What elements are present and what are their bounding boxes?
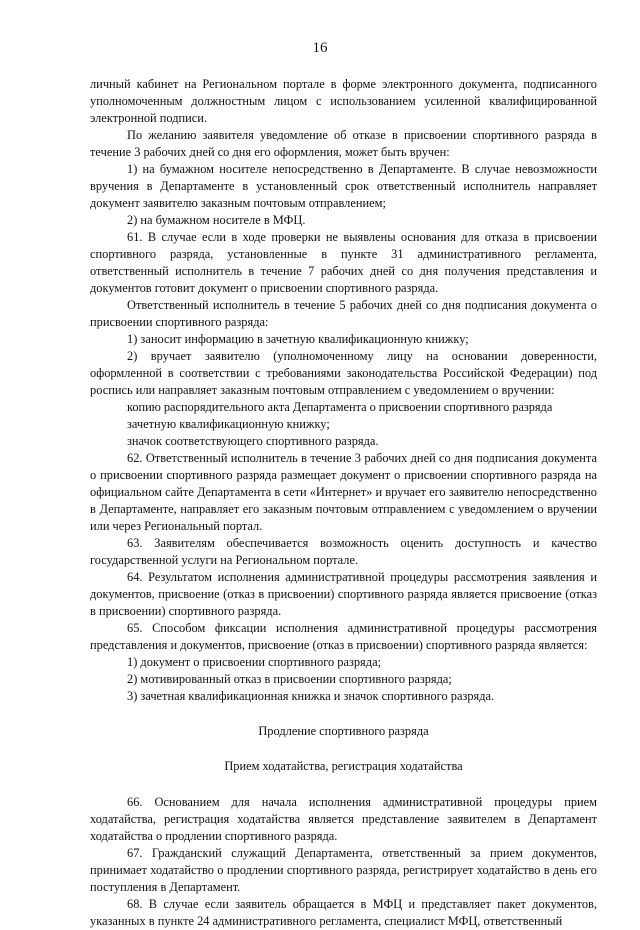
list-item: 3) зачетная квалификационная книжка и значок спортивного разряда. — [127, 689, 495, 703]
paragraph: 62. Ответственный исполнитель в течение 3 рабочих дней со дня подписания документа о присвоении спортивного разряда размещает документ о присвоении спортивного разряда на официальном сайте Департамента в сети «Интернет» и вручает его заявителю непосредственно в Департаменте, направляет его заказным почтовым отправлением с уведомлением о вручении или через Региональный портал. — [90, 451, 597, 533]
list-item: 1) документ о присвоении спортивного разряда; — [127, 655, 382, 669]
paragraph: 66. Основанием для начала исполнения административной процедуры прием ходатайства, регистрация ходатайства является представление заявителем в Департамент ходатайства о продлении спортивного разряда. — [90, 795, 597, 843]
list-item: зачетную квалификационную книжку; — [127, 417, 330, 431]
section-heading: Продление спортивного разряда — [258, 724, 429, 738]
list-item: 2) мотивированный отказ в присвоении спортивного разряда; — [127, 672, 452, 686]
paragraph: 64. Результатом исполнения административной процедуры рассмотрения заявления и документов, присвоение (отказ в присвоении) спортивного разряда является присвоение (отказ в присвоении) спортивного разряда. — [90, 570, 597, 618]
paragraph: 63. Заявителям обеспечивается возможность оценить доступность и качество государственной услуги на Региональном портале. — [90, 536, 597, 567]
list-item: значок соответствующего спортивного разряда. — [127, 434, 379, 448]
document-body — [90, 76, 597, 930]
paragraph: 65. Способом фиксации исполнения административной процедуры рассмотрения представления и документов, присвоение (отказ в присвоении) спортивного разряда является: — [90, 621, 597, 652]
list-item: копию распорядительного акта Департамента о присвоении спортивного разряда — [127, 400, 553, 414]
paragraph: 67. Гражданский служащий Департамента, ответственный за прием документов, принимает ходатайство о продлении спортивного разряда, регистрирует ходатайство в день его поступления в Департамент. — [90, 846, 597, 894]
list-item: 2) на бумажном носителе в МФЦ. — [127, 213, 306, 227]
paragraph: По желанию заявителя уведомление об отказе в присвоении спортивного разряда в течение 3 рабочих дней со дня его оформления, может быть вручен: — [90, 128, 597, 159]
list-item: 2) вручает заявителю (уполномоченному лицу на основании доверенности, оформленной в соответствии с требованиями законодательства Российской Федерации) под роспись или направляет заказным почтовым отправлением с уведомлением о вручении: — [90, 349, 597, 397]
paragraph: 68. В случае если заявитель обращается в МФЦ и представляет пакет документов, указанных в пункте 24 административного регламента, специалист МФЦ, ответственный — [90, 897, 597, 928]
page-number: 16 — [312, 40, 328, 56]
paragraph: личный кабинет на Региональном портале в форме электронного документа, подписанного уполномоченным должностным лицом с использованием усиленной квалифицированной электронной подписи. — [90, 77, 597, 125]
paragraph: 61. В случае если в ходе проверки не выявлены основания для отказа в присвоении спортивного разряда, установленные в пункте 31 административного регламента, ответственный исполнитель в течение 7 рабочих дней со дня получения представления и документов готовит документ о присвоении спортивного разряда. — [90, 230, 597, 295]
paragraph: Ответственный исполнитель в течение 5 рабочих дней со дня подписания документа о присвоении спортивного разряда: — [90, 298, 597, 329]
subsection-heading: Прием ходатайства, регистрация ходатайства — [224, 759, 463, 773]
list-item: 1) заносит информацию в зачетную квалификационную книжку; — [127, 332, 469, 346]
list-item: 1) на бумажном носителе непосредственно в Департаменте. В случае невозможности вручения в Департаменте в установленный срок ответственный исполнитель направляет документ заявителю заказным почтовым отправлением; — [90, 162, 597, 210]
